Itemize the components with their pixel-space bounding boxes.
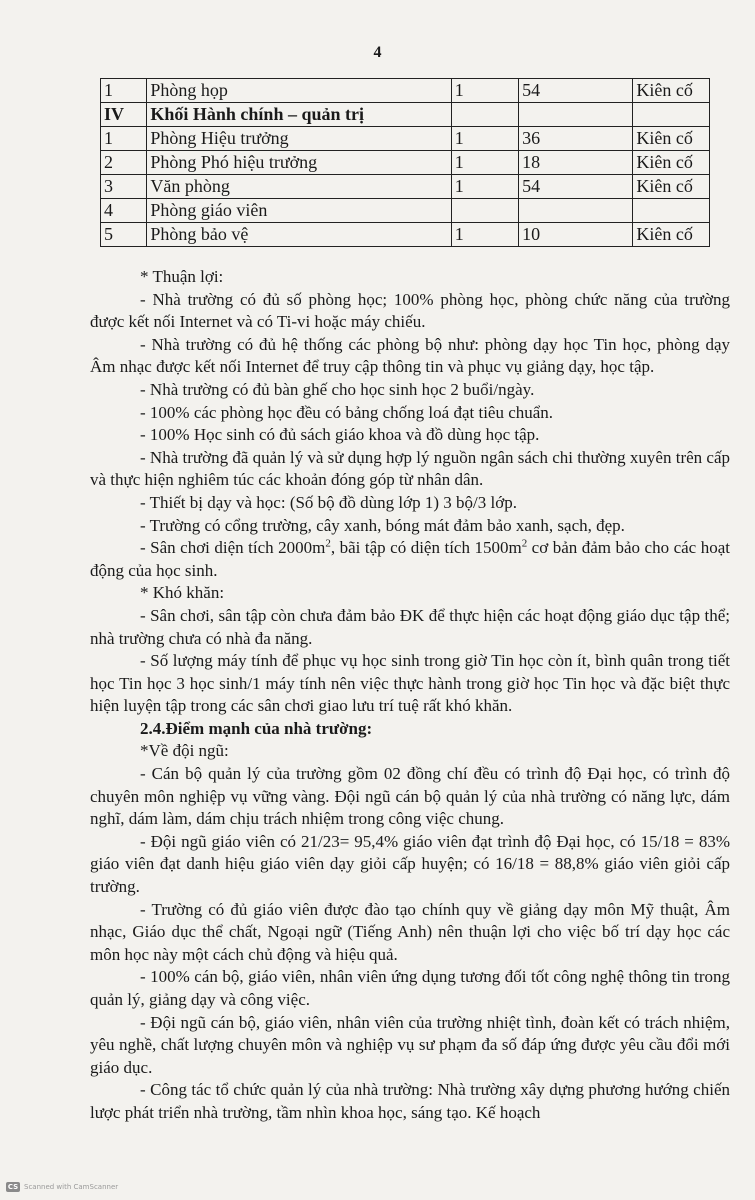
room-area (519, 103, 633, 127)
page-number: 4 (373, 44, 382, 61)
facilities-table (100, 78, 710, 247)
paragraph: - 100% các phòng học đều có bảng chống loá đạt tiêu chuẩn. (140, 402, 554, 422)
construction-type: Kiên cố (633, 175, 710, 199)
body-text (90, 266, 730, 1125)
paragraph-difficulties-heading: * Khó khăn: (140, 583, 225, 603)
room-quantity: 1 (451, 79, 518, 103)
table-row (101, 103, 710, 127)
row-number: 1 (101, 79, 147, 103)
paragraph: - 100% Học sinh có đủ sách giáo khoa và đồ dùng học tập. (140, 425, 540, 445)
table-row (101, 199, 710, 223)
paragraph-advantages-heading: * Thuận lợi: (140, 267, 224, 286)
room-area (519, 199, 633, 223)
table-row (101, 223, 710, 247)
row-number: 3 (101, 175, 147, 199)
paragraph-staff-heading: *Về đội ngũ: (140, 741, 229, 761)
table-body (101, 79, 710, 247)
room-name: Phòng giáo viên (147, 199, 451, 223)
construction-type (633, 199, 710, 223)
room-name: Phòng Hiệu trưởng (147, 127, 451, 151)
room-name: Phòng Phó hiệu trưởng (147, 151, 451, 175)
area-text-b: , bãi tập có diện tích 1500m (330, 538, 522, 558)
row-number: 1 (101, 127, 147, 151)
construction-type: Kiên cố (633, 223, 710, 247)
paragraph: - Nhà trường đã quản lý và sử dụng hợp lý nguồn ngân sách chi thường xuyên trên cấp và thực hiện nghiêm túc các khoản đóng góp từ nhân dân. (90, 447, 730, 490)
area-text-c: cơ bản đảm bảo cho các hoạt động của học sinh. (90, 538, 730, 580)
paragraph: - Nhà trường có đủ bàn ghế cho học sinh học 2 buổi/ngày. (140, 379, 535, 399)
paragraph: - Số lượng máy tính để phục vụ học sinh trong giờ Tin học còn ít, bình quân trong tiết học Tin học 3 học sinh/1 máy tính nên việc thực hành trong giờ học Tin học và đặc biệt thực hiện luyện tập trong các sân chơi giao lưu trí tuệ rất khó khăn. (90, 651, 730, 716)
room-quantity: 1 (451, 151, 518, 175)
room-name: Khối Hành chính – quản trị (147, 103, 451, 127)
section-heading: 2.4.Điểm mạnh của nhà trường: (140, 718, 373, 738)
paragraph: - Nhà trường có đủ số phòng học; 100% phòng học, phòng chức năng của trường được kết nối Internet và có Ti-vi hoặc máy chiếu. (90, 289, 730, 332)
room-area: 54 (519, 79, 633, 103)
area-text-a: - Sân chơi diện tích 2000m (140, 538, 326, 558)
table-row (101, 175, 710, 199)
paragraph: - Nhà trường có đủ hệ thống các phòng bộ như: phòng dạy học Tin học, phòng dạy Âm nhạc được kết nối Internet để truy cập thông tin và phục vụ giảng dạy, học tập. (90, 334, 730, 377)
scanner-watermark (6, 1182, 118, 1192)
paragraph: - Sân chơi, sân tập còn chưa đảm bảo ĐK để thực hiện các hoạt động giáo dục tập thể; nhà trường chưa có nhà đa năng. (90, 605, 730, 648)
room-area: 10 (519, 223, 633, 247)
room-area: 54 (519, 175, 633, 199)
table-row (101, 79, 710, 103)
paragraph: - Công tác tổ chức quản lý của nhà trường: Nhà trường xây dựng phương hướng chiến lược phát triển nhà trường, tầm nhìn khoa học, sáng tạo. Kế hoạch (90, 1080, 730, 1122)
construction-type: Kiên cố (633, 79, 710, 103)
watermark-text: Scanned with CamScanner (24, 1183, 119, 1191)
row-number: 4 (101, 199, 147, 223)
table-row (101, 127, 710, 151)
room-name: Phòng họp (147, 79, 451, 103)
construction-type (633, 103, 710, 127)
paragraph: - Thiết bị dạy và học: (Số bộ đồ dùng lớp 1) 3 bộ/3 lớp. (140, 492, 517, 512)
paragraph: - Đội ngũ cán bộ, giáo viên, nhân viên của trường nhiệt tình, đoàn kết có trách nhiệm, yêu nghề, chất lượng chuyên môn và nghiệp vụ sư phạm đa số đáp ứng được yêu cầu đổi mới giáo dục. (90, 1012, 730, 1077)
paragraph: - Trường có đủ giáo viên được đào tạo chính quy về giảng dạy môn Mỹ thuật, Âm nhạc, Giáo dục thể chất, Ngoại ngữ (Tiếng Anh) nên thuận lợi cho việc bố trí dạy học các môn học này một cách chủ động và hiệu quả. (90, 899, 730, 964)
paragraph-area (90, 537, 730, 582)
construction-type: Kiên cố (633, 127, 710, 151)
room-quantity: 1 (451, 127, 518, 151)
room-name: Văn phòng (147, 175, 451, 199)
table-row (101, 151, 710, 175)
row-number: IV (101, 103, 147, 127)
paragraph: - 100% cán bộ, giáo viên, nhân viên ứng dụng tương đối tốt công nghệ thông tin trong quản lý, giảng dạy và công việc. (90, 967, 730, 1009)
superscript: 2 (325, 537, 331, 550)
room-area: 18 (519, 151, 633, 175)
paragraph: - Đội ngũ giáo viên có 21/23= 95,4% giáo viên đạt trình độ Đại học, có 15/18 = 83% giáo viên đạt danh hiệu giáo viên dạy giỏi cấp huyện; có 16/18 = 88,8% giáo viên giỏi cấp trường. (90, 831, 730, 897)
room-quantity (451, 199, 518, 223)
room-quantity: 1 (451, 175, 518, 199)
room-name: Phòng bảo vệ (147, 223, 451, 247)
room-quantity (451, 103, 518, 127)
construction-type: Kiên cố (633, 151, 710, 175)
camscanner-logo-icon: CS (7, 1183, 19, 1191)
room-quantity: 1 (451, 223, 518, 247)
superscript: 2 (521, 537, 528, 550)
paragraph: - Trường có cổng trường, cây xanh, bóng mát đảm bảo xanh, sạch, đẹp. (140, 515, 625, 535)
room-area: 36 (519, 127, 633, 151)
row-number: 2 (101, 151, 147, 175)
paragraph: - Cán bộ quản lý của trường gồm 02 đồng chí đều có trình độ Đại học, có trình độ chuyên môn nghiệp vụ vững vàng. Đội ngũ cán bộ quản lý của nhà trường có năng lực, dám nghĩ, dám làm, dám chịu trách nhiệm trong công việc chung. (90, 764, 730, 829)
row-number: 5 (101, 223, 147, 247)
